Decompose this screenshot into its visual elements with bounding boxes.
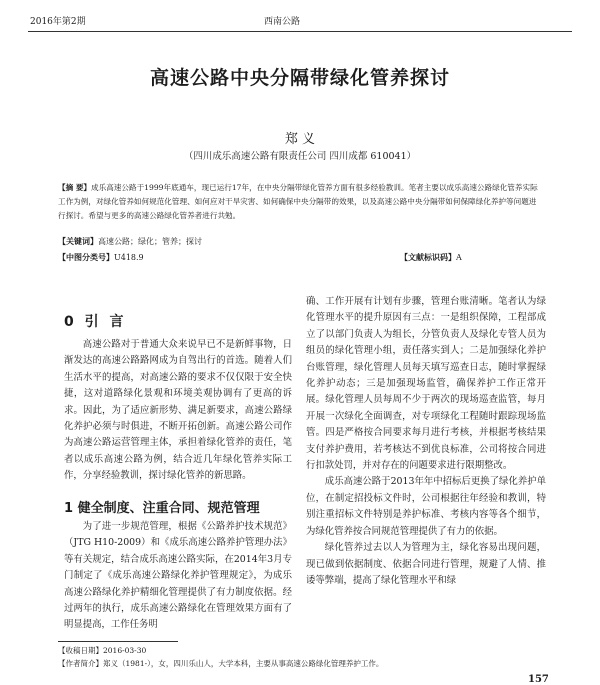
section-1-paragraph: 为了进一步规范管理，根据《公路养护技术规范》（JTG H10-2009）和《成乐高速公路养护管理办法》等有关规定，结合成乐高速公路实际，在2014年3月专门制定了《成乐高速公路绿化养护管理规定》，为成乐高速公路绿化养护精细化管理提供了有力制度依据。经过两年的执行，成乐高速公路绿化在管理效果方面有了明显提高，工作任务明 <box>64 521 292 631</box>
header-journal: 西南公路 <box>264 17 301 27</box>
right-paragraph-3: 绿化管养过去以人为管理为主，绿化容易出现问题，现已做到依据制度、依据合同进行管理，规避了人情、推诿等弊端，提高了绿化管理水平和绿 <box>306 542 546 586</box>
footnote-rule <box>58 641 178 642</box>
article-author: 郑 义 <box>284 132 316 147</box>
section-1-body <box>64 519 292 634</box>
doc-label: 【文献标识码】 <box>400 252 456 262</box>
intro-paragraph: 高速公路对于普通大众来说早已不是新鲜事物，日渐发达的高速公路路网成为自驾出行的首选。随着人们生活水平的提高，对高速公路的要求不仅仅限于安全快捷，这对道路绿化景观和环境美观协调有了更高的诉求。因此，为了适应新形势、满足新要求，高速公路绿化养护必须与时俱进，不断开拓创新。高速公路公司作为高速公路运营管理主体，承担着绿化管养的责任，笔者以成乐高速公路为例，结合近几年绿化管养实际工作，分享经验教训，探讨绿化管养的新思路。 <box>64 339 292 482</box>
right-column <box>306 294 546 589</box>
header-rule <box>28 31 572 32</box>
abstract-label: 【摘 要】 <box>58 183 92 192</box>
abstract <box>58 181 538 223</box>
class-label: 【中图分类号】 <box>58 252 114 262</box>
intro-body <box>64 337 292 485</box>
article-title: 高速公路中央分隔带绿化管养探讨 <box>149 67 450 89</box>
doc-code <box>400 252 560 263</box>
abstract-text: 成乐高速公路于1999年底通车，现已运行17年，在中央分隔带绿化管养方面有很多经验教训。笔者主要以成乐高速公路绿化管养实际工作为例，对绿化管养如何规范化管理、如何应对干旱灾害、如何确保中央分隔带的效果，以及高速公路中央分隔带如何保障绿化养护等问题进行探讨。希望与更多的高速公路绿化管养者进行共勉。 <box>58 183 538 220</box>
section-0-heading: 0 引 言 <box>64 314 127 330</box>
class-value: U418.9 <box>114 253 144 262</box>
footnote-received: 【收稿日期】2016-03-30 <box>58 646 147 655</box>
doc-value: A <box>456 253 462 262</box>
right-paragraph-1: 确、工作开展有计划有步骤，管理台账清晰。笔者认为绿化管理水平的提升原因有三点：一是组织保障，工程部成立了以部门负责人为组长，分管负责人及绿化专管人员为组员的绿化管理小组，责任落实到人；二是加强绿化养护台账管理，绿化管理人员每天填写巡查日志，随时掌握绿化养护动态；三是加强现场监管，确保养护工作正常开展。绿化管理人员每周不少于两次的现场巡查监管，每月开展一次绿化全面调查，对专项绿化工程随时跟踪现场监管。四是严格按合同要求每月进行考核，并根据考核结果支付养护费用，若考核达不到优良标准，公司将按合同进行扣款处罚，并对存在的问题要求进行限期整改。 <box>306 296 546 472</box>
keywords-label: 【关键词】 <box>58 236 98 246</box>
class-number <box>58 252 358 263</box>
footnote-author-bio: 【作者简介】郑义（1981-），女，四川乐山人，大学本科，主要从事高速公路绿化管理养护工作。 <box>58 659 384 668</box>
keywords <box>58 236 538 247</box>
article-affiliation: （四川成乐高速公路有限责任公司 四川成都 610041） <box>183 151 417 162</box>
right-paragraph-2: 成乐高速公路于2013年年中招标后更换了绿化养护单位，在制定招投标文件时，公司根据往年经验和教训，特别注重招标文件特别是养护标准、考核内容等各个细节，为绿化管养按合同规范管理提供了有力的依据。 <box>306 476 546 537</box>
header-issue: 2016年第2期 <box>30 17 86 27</box>
keywords-text: 高速公路；绿化；管养；探讨 <box>98 237 202 246</box>
page-number: 157 <box>528 674 549 685</box>
section-1-heading: 1 健全制度、注重合同、规范管理 <box>64 501 260 516</box>
